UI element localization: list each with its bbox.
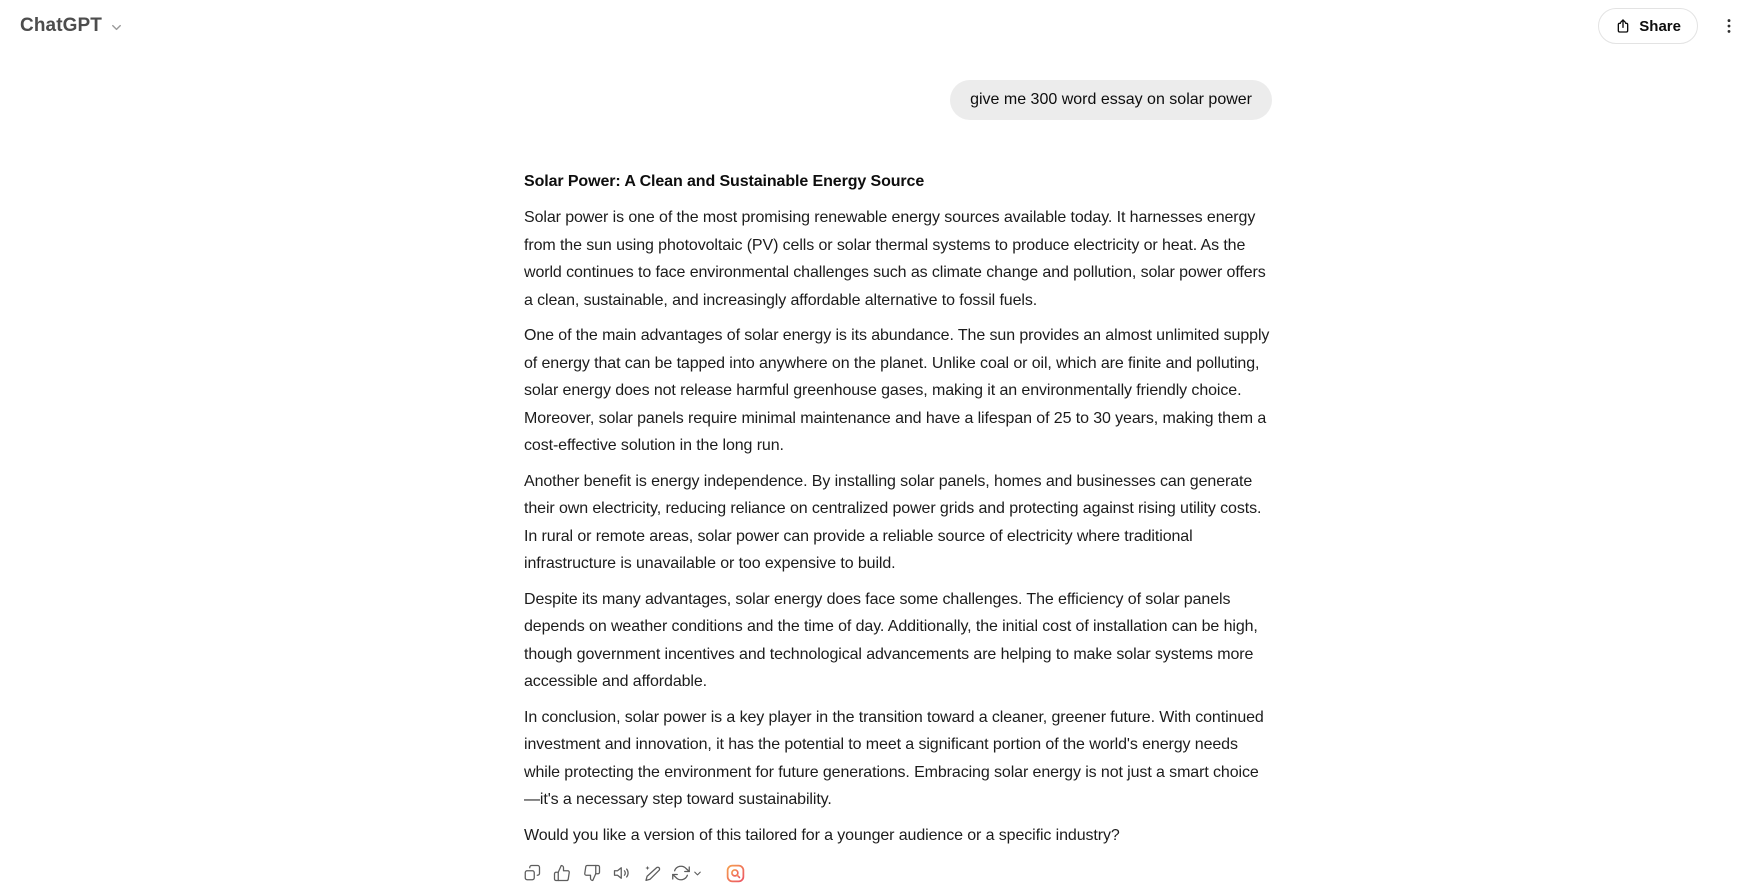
share-button[interactable]: [1598, 8, 1698, 44]
chevron-down-icon: [109, 20, 124, 35]
conversation-thread: [524, 0, 1272, 887]
closing-question: Would you like a version of this tailored for a younger audience or a specific industry?: [524, 826, 1120, 844]
thumbs-up-icon: [553, 864, 571, 882]
thumbs-down-icon: [583, 864, 601, 882]
chevron-down-icon: [692, 868, 703, 879]
search-extension-icon: [725, 863, 746, 884]
share-icon: [1615, 18, 1631, 34]
kebab-menu-icon: [1719, 16, 1739, 36]
edit-in-canvas-button[interactable]: [638, 859, 666, 887]
share-button-label: Share: [1639, 17, 1681, 35]
essay-title: Solar Power: A Clean and Sustainable Energy Source: [524, 173, 925, 190]
essay-paragraph: Another benefit is energy independence. By installing solar panels, homes and businesses can generate their own electricity, reducing reliance on centralized power grids and protecting against rising utility costs. In rural or remote areas, solar power can provide a reliable source of electricity where traditional infrastructure is unavailable or too expensive to build.: [524, 472, 1262, 572]
app-title: ChatGPT: [20, 15, 102, 36]
speaker-icon: [613, 864, 631, 882]
user-message-row: [524, 80, 1272, 120]
good-response-button[interactable]: [548, 859, 576, 887]
assistant-message: [524, 168, 1272, 887]
read-aloud-button[interactable]: [608, 859, 636, 887]
regenerate-button[interactable]: [668, 859, 707, 887]
copy-button[interactable]: [518, 859, 546, 887]
essay-paragraph: Solar power is one of the most promising renewable energy sources available today. It harnesses energy from the sun using photovoltaic (PV) cells or solar thermal systems to produce electricity or heat. As the world continues to face environmental challenges such as climate change and pollution, solar power offers a clean, sustainable, and increasingly affordable alternative to fossil fuels.: [524, 209, 1266, 309]
header-actions: [1598, 8, 1744, 44]
model-switcher[interactable]: [12, 9, 132, 43]
essay-paragraph: In conclusion, solar power is a key player in the transition toward a cleaner, greener future. With continued investment and innovation, it has the potential to meet a significant portion of the world's energy needs while protecting the environment for future generations. Embracing solar energy is not just a smart choice—it's a necessary step toward sustainability.: [524, 708, 1264, 808]
essay-paragraph: Despite its many advantages, solar energy does face some challenges. The efficiency of solar panels depends on weather conditions and the time of day. Additionally, the initial cost of installation can be high, though government incentives and technological advancements are helping to make solar systems more accessible and affordable.: [524, 590, 1258, 690]
search-extension-button[interactable]: [721, 859, 750, 887]
regenerate-icon: [672, 864, 690, 882]
message-actions: [518, 859, 1272, 887]
essay-paragraph: One of the main advantages of solar energy is its abundance. The sun provides an almost unlimited supply of energy that can be tapped into anywhere on the planet. Unlike coal or oil, which are finite and polluting, solar energy does not release harmful greenhouse gases, making it an environmentally friendly choice. Moreover, solar panels require minimal maintenance and have a lifespan of 25 to 30 years, making them a cost-effective solution in the long run.: [524, 327, 1270, 454]
edit-pencil-icon: [643, 864, 661, 882]
copy-icon: [523, 864, 541, 882]
more-options-button[interactable]: [1714, 11, 1744, 41]
bad-response-button[interactable]: [578, 859, 606, 887]
user-message-bubble: give me 300 word essay on solar power: [950, 80, 1272, 120]
